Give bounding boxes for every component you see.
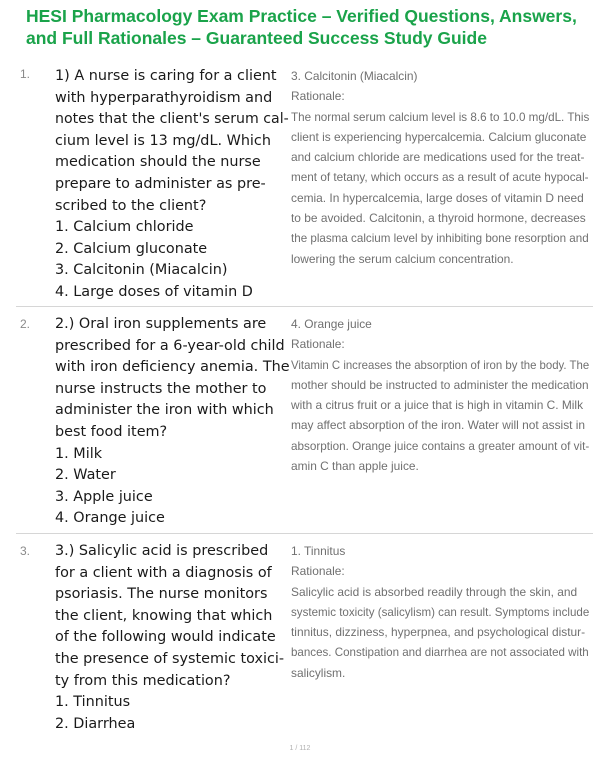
question-line: prepare to administer as pre-	[55, 175, 266, 192]
question-text	[55, 314, 291, 530]
document-title-line-1: HESI Pharmacology Exam Practice – Verified Questions, Answers,	[26, 6, 577, 26]
rationale-line: The normal serum calcium level is 8.6 to 10.0 mg/dL. This	[291, 109, 590, 124]
question-text	[55, 541, 291, 735]
correct-answer: 4. Orange juice	[291, 317, 372, 331]
rationale-line: absorption. Orange juice contains a greater amount of vit-	[291, 438, 590, 453]
question-line: 1. Tinnitus	[55, 694, 131, 711]
question-line: 2. Calcium gluconate	[55, 240, 208, 257]
question-line: 3. Calcitonin (Miacalcin)	[55, 262, 228, 279]
document-title	[26, 5, 594, 49]
question-line: 3.) Salicylic acid is prescribed	[55, 543, 269, 559]
rationale-line: amin C than apple juice.	[291, 459, 419, 474]
question-text	[55, 66, 291, 304]
page-indicator: 1 / 112	[289, 745, 311, 752]
correct-answer: 3. Calcitonin (Miacalcin)	[291, 69, 418, 83]
rationale-line: systemic toxicity (salicylism) can result. Symptoms include	[291, 604, 590, 619]
item-number: 2.	[20, 317, 31, 331]
question-line: with iron deficiency anemia. The	[55, 359, 290, 376]
rationale-line: salicylism.	[291, 665, 346, 680]
row-divider	[16, 533, 593, 534]
question-line: 2. Diarrhea	[55, 715, 136, 732]
document-title-line-2: and Full Rationales – Guaranteed Success Study Guide	[26, 28, 487, 48]
question-line: the presence of systemic toxici-	[55, 650, 285, 667]
rationale-line: bances. Constipation and diarrhea are not associated with	[291, 645, 589, 660]
rationale-line: ment of tetany, which occurs as a result of acute hypocal-	[291, 170, 589, 185]
correct-answer: 1. Tinnitus	[291, 544, 346, 558]
rationale-label: Rationale:	[291, 89, 345, 104]
question-line: 1. Milk	[55, 445, 103, 462]
question-line: with hyperparathyroidism and	[55, 89, 273, 106]
answer-rationale	[291, 314, 591, 476]
rationale-line: Salicylic acid is absorbed readily through the skin, and	[291, 584, 578, 599]
rationale-label: Rationale:	[291, 564, 345, 579]
question-line: scribed to the client?	[55, 197, 207, 214]
question-line: for a client with a diagnosis of	[55, 564, 272, 581]
rationale-line: the plasma calcium level by inhibiting bone resorption and	[291, 231, 589, 246]
question-line: 2. Water	[55, 467, 116, 484]
rationale-label: Rationale:	[291, 337, 345, 352]
question-line: 4. Orange juice	[55, 510, 165, 527]
rationale-line: tinnitus, dizziness, hyperpnea, and psychological distur-	[291, 625, 586, 640]
rationale-line: cemia. In hypercalcemia, large doses of vitamin D need	[291, 190, 584, 205]
question-line: 1. Calcium chloride	[55, 219, 194, 236]
rationale-line: to be avoided. Calcitonin, a thyroid hormone, decreases	[291, 211, 586, 226]
rationale-line: may affect absorption of the iron. Water will not assist in	[291, 418, 586, 433]
question-line: notes that the client's serum cal-	[55, 111, 289, 128]
question-line: of the following would indicate	[55, 629, 276, 646]
rationale-line: client is experiencing hypercalcemia. Calcium gluconate	[291, 129, 587, 144]
question-line: 4. Large doses of vitamin D	[55, 283, 253, 300]
question-line: prescribed for a 6-year-old child	[55, 337, 285, 354]
rationale-line: Vitamin C increases the absorption of iron by the body. The	[291, 357, 590, 372]
row-divider	[16, 306, 593, 307]
question-line: the client, knowing that which	[55, 607, 273, 624]
rationale-line: with a citrus fruit or a juice that is high in vitamin C. Milk	[291, 398, 584, 413]
question-line: nurse instructs the mother to	[55, 380, 267, 397]
question-line: 1) A nurse is caring for a client	[55, 68, 277, 84]
rationale-line: mother should be instructed to administer the medication	[291, 377, 589, 392]
question-line: 2.) Oral iron supplements are	[55, 316, 267, 332]
question-line: ty from this medication?	[55, 672, 231, 689]
question-line: psoriasis. The nurse monitors	[55, 586, 268, 603]
rationale-line: lowering the serum calcium concentration.	[291, 251, 514, 266]
question-line: medication should the nurse	[55, 154, 261, 171]
answer-rationale	[291, 66, 591, 269]
question-line: best food item?	[55, 423, 168, 440]
question-line: 3. Apple juice	[55, 488, 153, 505]
item-number: 1.	[20, 67, 31, 81]
item-number: 3.	[20, 544, 31, 558]
rationale-line: and calcium chloride are medications used for the treat-	[291, 150, 585, 165]
question-line: administer the iron with which	[55, 402, 274, 419]
answer-rationale	[291, 541, 591, 683]
question-line: cium level is 13 mg/dL. Which	[55, 132, 271, 149]
